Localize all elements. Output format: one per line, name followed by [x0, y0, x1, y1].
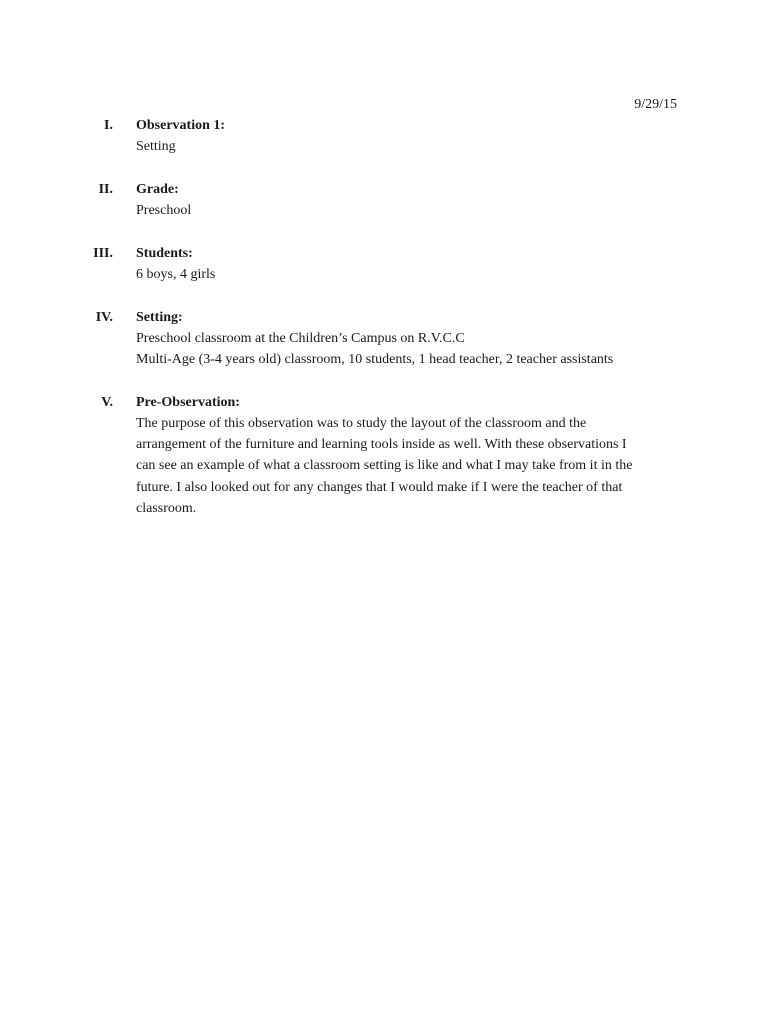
paragraph-line: arrangement of the furniture and learning tools inside as well. With these observations I [136, 437, 627, 453]
section-numeral: IV. [95, 310, 113, 325]
section-numeral: III. [93, 246, 113, 261]
section-content [136, 115, 681, 157]
section-text: Setting [136, 139, 176, 154]
section-text: Preschool classroom at the Children’s Campus on R.V.C.C [136, 331, 465, 346]
paragraph-line: The purpose of this observation was to study the layout of the classroom and the [136, 416, 587, 431]
section-text: Preschool [136, 203, 192, 218]
paragraph-line: classroom. [136, 500, 197, 516]
section-content [136, 179, 681, 221]
section-heading: Pre-Observation: [136, 395, 240, 410]
paragraph-line: future. I also looked out for any changes that I would make if I were the teacher of that [136, 479, 623, 495]
document-date: 9/29/15 [634, 97, 677, 112]
section-numeral: V. [101, 395, 113, 410]
section-content [136, 307, 681, 370]
section-numeral: II. [98, 182, 113, 197]
section-content [136, 392, 681, 519]
section-heading: Grade: [136, 182, 179, 197]
section-numeral: I. [104, 118, 113, 133]
section-heading: Setting: [136, 310, 183, 325]
section-text: Multi-Age (3-4 years old) classroom, 10 students, 1 head teacher, 2 teacher assistants [136, 352, 614, 367]
section-content [136, 243, 681, 285]
paragraph-line: can see an example of what a classroom setting is like and what I may take from it in the [136, 458, 633, 474]
section-heading: Observation 1: [136, 118, 226, 133]
section-heading: Students: [136, 246, 193, 261]
section-text: 6 boys, 4 girls [136, 267, 216, 282]
